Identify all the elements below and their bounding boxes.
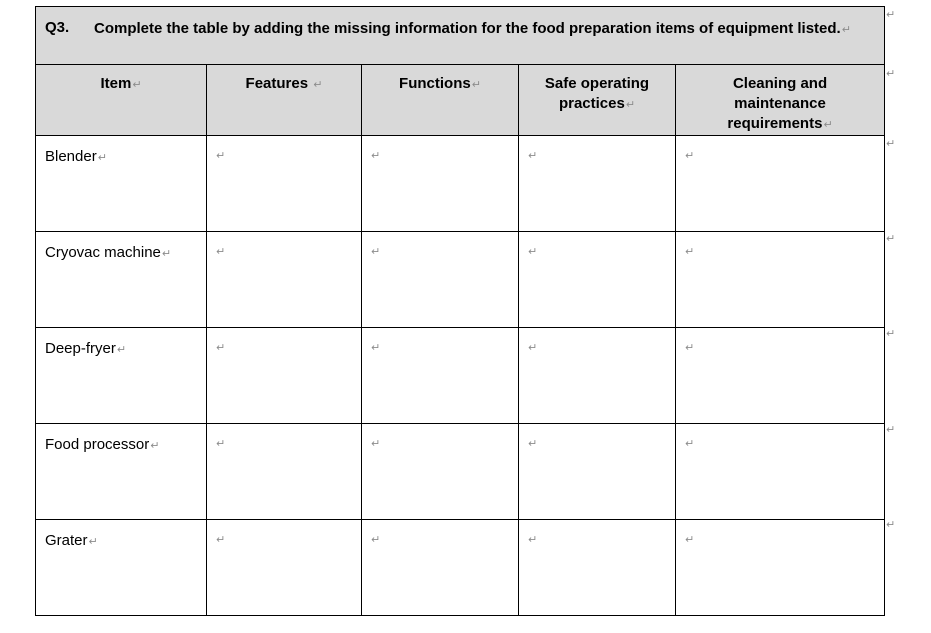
functions-cell[interactable]	[362, 232, 519, 328]
column-header-features	[207, 65, 362, 136]
paragraph-mark-icon: ↵	[685, 342, 695, 354]
table-row	[36, 424, 885, 520]
question-text: Complete the table by adding the missing information for the food preparation items of equipment listed.	[94, 20, 841, 37]
item-cell	[36, 232, 207, 328]
column-header-label: Features	[245, 75, 309, 92]
item-name: Blender	[45, 148, 97, 165]
paragraph-mark-icon: ↵	[132, 79, 142, 91]
paragraph-mark-icon: ↵	[685, 534, 695, 546]
paragraph-mark-icon: ↵	[528, 246, 538, 258]
item-cell	[36, 328, 207, 424]
features-cell[interactable]	[207, 424, 362, 520]
cleaning-cell[interactable]	[676, 328, 885, 424]
features-cell[interactable]	[207, 520, 362, 616]
row-end-mark-icon: ↵	[886, 138, 896, 150]
safe-practices-cell[interactable]	[519, 232, 676, 328]
question-cell	[36, 7, 885, 65]
paragraph-mark-icon: ↵	[371, 342, 381, 354]
column-header-functions	[362, 65, 519, 136]
row-end-mark-icon: ↵	[886, 519, 896, 531]
paragraph-mark-icon: ↵	[371, 246, 381, 258]
features-cell[interactable]	[207, 136, 362, 232]
functions-cell[interactable]	[362, 520, 519, 616]
paragraph-mark-icon: ↵	[823, 119, 833, 131]
table-row	[36, 520, 885, 616]
paragraph-mark-icon: ↵	[97, 152, 107, 164]
column-header-label: Item	[100, 75, 132, 92]
paragraph-mark-icon: ↵	[150, 440, 160, 452]
question-text-wrapper	[94, 19, 874, 40]
paragraph-mark-icon: ↵	[216, 150, 226, 162]
paragraph-mark-icon: ↵	[216, 438, 226, 450]
cleaning-cell[interactable]	[676, 424, 885, 520]
paragraph-mark-icon: ↵	[685, 438, 695, 450]
cleaning-cell[interactable]	[676, 520, 885, 616]
functions-cell[interactable]	[362, 136, 519, 232]
row-end-mark-icon: ↵	[886, 233, 896, 245]
paragraph-mark-icon: ↵	[371, 150, 381, 162]
column-header-safe-operating	[519, 65, 676, 136]
table-row	[36, 328, 885, 424]
paragraph-mark-icon: ↵	[116, 344, 127, 356]
paragraph-mark-icon: ↵	[625, 99, 636, 111]
item-name: Deep-fryer	[45, 340, 116, 357]
cleaning-cell[interactable]	[676, 232, 885, 328]
paragraph-mark-icon: ↵	[313, 79, 323, 91]
paragraph-mark-icon: ↵	[161, 248, 172, 260]
features-cell[interactable]	[207, 232, 362, 328]
item-name: Cryovac machine	[45, 244, 161, 261]
item-cell	[36, 520, 207, 616]
functions-cell[interactable]	[362, 424, 519, 520]
paragraph-mark-icon: ↵	[471, 79, 481, 91]
safe-practices-cell[interactable]	[519, 328, 676, 424]
row-end-mark-icon: ↵	[886, 68, 896, 80]
row-end-mark-icon: ↵	[886, 328, 896, 340]
paragraph-mark-icon: ↵	[371, 438, 381, 450]
column-header-label: Safe operating practices	[544, 75, 650, 112]
safe-practices-cell[interactable]	[519, 424, 676, 520]
paragraph-mark-icon: ↵	[528, 150, 538, 162]
paragraph-mark-icon: ↵	[88, 536, 98, 548]
item-cell	[36, 424, 207, 520]
column-header-cleaning	[676, 65, 885, 136]
paragraph-mark-icon: ↵	[685, 246, 695, 258]
question-number: Q3.	[45, 19, 70, 36]
column-header-label: Functions	[399, 75, 471, 92]
paragraph-mark-icon: ↵	[216, 246, 226, 258]
column-header-item	[36, 65, 207, 136]
header-row	[36, 65, 885, 136]
equipment-table	[35, 6, 885, 616]
paragraph-mark-icon: ↵	[371, 534, 381, 546]
paragraph-mark-icon: ↵	[841, 24, 851, 36]
safe-practices-cell[interactable]	[519, 136, 676, 232]
paragraph-mark-icon: ↵	[216, 342, 226, 354]
table-row	[36, 136, 885, 232]
safe-practices-cell[interactable]	[519, 520, 676, 616]
column-header-label: Cleaning and maintenance requirements	[727, 75, 828, 132]
row-end-mark-icon: ↵	[886, 9, 896, 21]
item-name: Food processor	[45, 436, 150, 453]
features-cell[interactable]	[207, 328, 362, 424]
question-row	[36, 7, 885, 65]
paragraph-mark-icon: ↵	[528, 438, 538, 450]
paragraph-mark-icon: ↵	[528, 534, 538, 546]
functions-cell[interactable]	[362, 328, 519, 424]
row-end-mark-icon: ↵	[886, 424, 896, 436]
cleaning-cell[interactable]	[676, 136, 885, 232]
paragraph-mark-icon: ↵	[685, 150, 695, 162]
item-cell	[36, 136, 207, 232]
table-row	[36, 232, 885, 328]
paragraph-mark-icon: ↵	[528, 342, 538, 354]
paragraph-mark-icon: ↵	[216, 534, 226, 546]
item-name: Grater	[45, 532, 88, 549]
